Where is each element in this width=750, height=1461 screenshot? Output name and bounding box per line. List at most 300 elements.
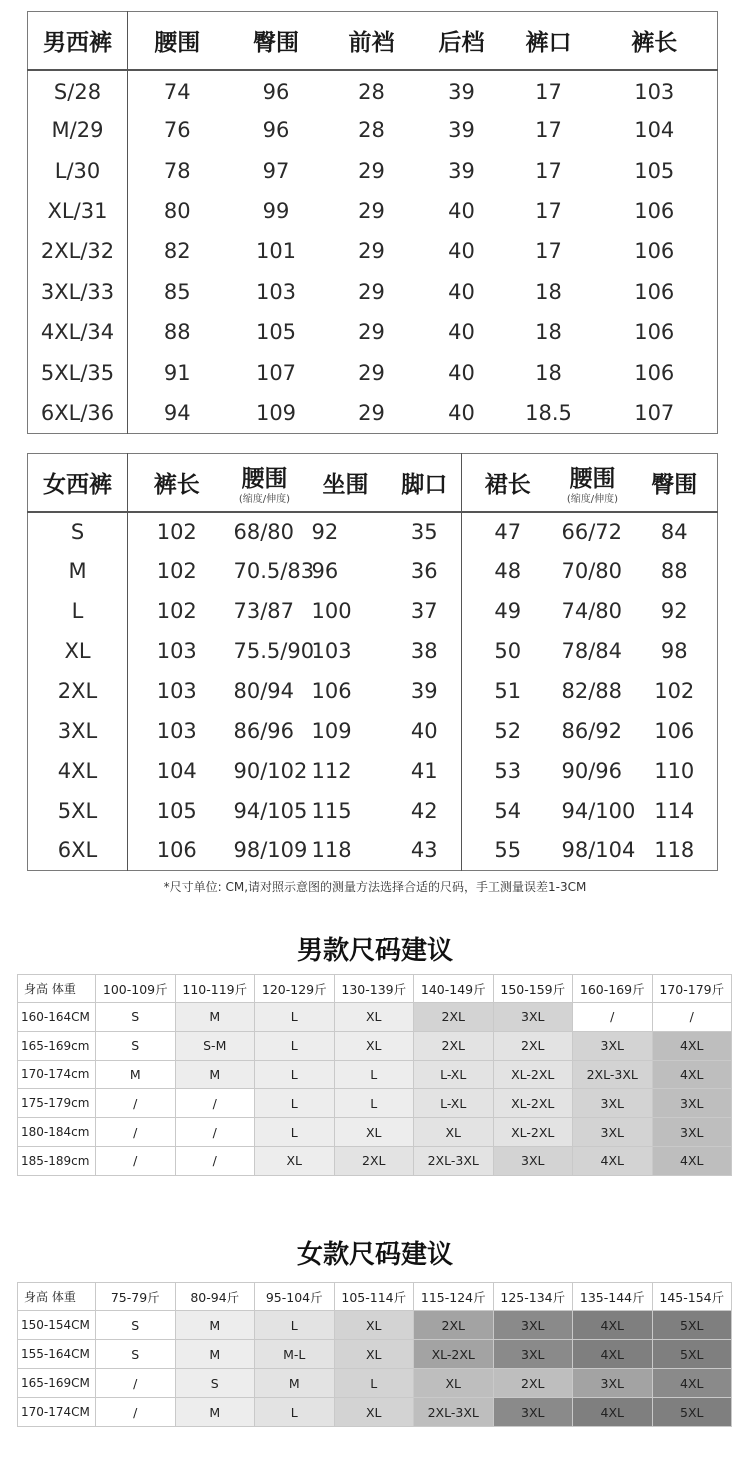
men-table-cell: 40 (448, 360, 475, 385)
size-suggestion-cell: 3XL (493, 1340, 573, 1369)
measurement-note: *尺寸单位: CM,请对照示意图的测量方法选择合适的尺码，手工测量误差1-3CM (163, 880, 587, 894)
height-range-label: 170-174CM (18, 1398, 96, 1427)
size-suggestion-cell: S (96, 1003, 176, 1032)
men-table-cell: 101 (255, 239, 297, 264)
men-table-cell: 106 (634, 320, 675, 345)
size-suggestion-cell: 2XL (414, 1031, 494, 1060)
men-size-label: 4XL/34 (28, 312, 128, 352)
size-suggestion-cell: L (255, 1118, 335, 1147)
size-suggestion-cell: M (175, 1003, 255, 1032)
size-suggestion-cell: XL-2XL (493, 1089, 573, 1118)
men-table-cell: 17 (535, 158, 562, 183)
women-table-cell: 106 (156, 838, 197, 863)
size-suggestion-cell: / (96, 1146, 176, 1175)
men-header-cell: 腰围 (128, 12, 227, 70)
women-table-cell: 106 (311, 678, 352, 703)
size-suggestion-cell: L (334, 1369, 414, 1398)
women-table-cell: 86/92 (561, 718, 623, 743)
men-size-label: 3XL/33 (28, 272, 128, 312)
grid-row (18, 1118, 732, 1147)
men-table-cell: 99 (262, 199, 290, 224)
size-suggestion-cell: 3XL (652, 1118, 732, 1147)
men-table-cell: 18 (535, 360, 562, 385)
women-table-cell: 92 (311, 519, 339, 544)
men-table-cell: 107 (255, 360, 297, 385)
women-size-label: L (28, 591, 128, 631)
size-suggestion-cell: / (96, 1118, 176, 1147)
size-suggestion-cell: M (96, 1060, 176, 1089)
women-header-label: 腰围 (241, 465, 288, 492)
grid-row (18, 1369, 732, 1398)
size-suggestion-cell: / (573, 1003, 653, 1032)
grid-row (18, 1089, 732, 1118)
women-table-cell: 102 (654, 678, 695, 703)
grid-row (18, 1146, 732, 1175)
grid-row (18, 1398, 732, 1427)
women-table-cell: 49 (494, 599, 522, 624)
size-suggestion-cell: XL (255, 1146, 335, 1175)
size-suggestion-cell: XL (414, 1118, 494, 1147)
men-table-row (28, 393, 718, 434)
weight-range-header: 135-144斤 (573, 1283, 653, 1311)
size-suggestion-cell: 3XL (493, 1146, 573, 1175)
weight-range-header: 145-154斤 (652, 1283, 732, 1311)
men-table-cell: 40 (448, 199, 475, 224)
size-suggestion-cell: / (175, 1118, 255, 1147)
men-size-label: 2XL/32 (28, 231, 128, 271)
weight-range-header: 125-134斤 (493, 1283, 573, 1311)
men-table-cell: 40 (448, 239, 475, 264)
women-size-label: XL (28, 631, 128, 671)
men-size-label: 6XL/36 (28, 393, 128, 434)
women-header-cell (554, 454, 632, 512)
size-suggestion-cell: M-L (255, 1340, 335, 1369)
size-suggestion-cell: / (175, 1146, 255, 1175)
waist-subnote: (缩度/伸度) (238, 493, 291, 505)
size-suggestion-cell: M (175, 1340, 255, 1369)
weight-range-header: 100-109斤 (96, 975, 176, 1003)
women-size-label: 3XL (28, 711, 128, 751)
grid-row (18, 1003, 732, 1032)
women-table-cell: 48 (494, 559, 522, 584)
weight-range-header: 130-139斤 (334, 975, 414, 1003)
women-header-cell: 脚口 (388, 454, 462, 512)
size-suggestion-cell: XL (334, 1003, 414, 1032)
men-table-cell: 96 (262, 80, 290, 105)
men-table-cell: 39 (448, 80, 475, 105)
women-header-cell: 裤长 (128, 454, 226, 512)
women-table-cell: 98/109 (233, 838, 308, 863)
size-suggestion-cell: XL (334, 1118, 414, 1147)
size-suggestion-cell: 4XL (573, 1398, 653, 1427)
men-table-cell: 85 (163, 279, 191, 304)
weight-range-header: 95-104斤 (255, 1283, 335, 1311)
men-size-table (27, 11, 718, 434)
size-suggestion-cell: XL (334, 1311, 414, 1340)
women-table-cell: 84 (660, 519, 688, 544)
women-table-cell: 103 (311, 639, 352, 664)
men-table-cell: 40 (448, 279, 475, 304)
size-suggestion-cell: 5XL (652, 1340, 732, 1369)
women-table-cell: 75.5/90 (233, 639, 315, 664)
men-table-cell: 39 (448, 158, 475, 183)
size-suggestion-cell: L (255, 1060, 335, 1089)
size-suggestion-cell: / (175, 1089, 255, 1118)
weight-range-header: 80-94斤 (175, 1283, 255, 1311)
women-table-cell: 70/80 (561, 559, 623, 584)
size-suggestion-cell: L (255, 1003, 335, 1032)
men-header-cell: 男西裤 (28, 12, 128, 70)
men-size-label: L/30 (28, 150, 128, 190)
women-table-header (28, 454, 718, 512)
women-table-cell: 78/84 (561, 639, 623, 664)
size-suggestion-cell: XL (334, 1031, 414, 1060)
men-table-cell: 96 (262, 118, 290, 143)
men-table-cell: 29 (358, 279, 385, 304)
women-table-cell: 35 (388, 512, 462, 552)
men-table-row (28, 70, 718, 110)
weight-range-header: 120-129斤 (255, 975, 335, 1003)
women-table-cell: 109 (311, 718, 352, 743)
women-table-cell: 94/105 (233, 798, 308, 823)
men-table-cell: 29 (358, 199, 385, 224)
women-size-table (27, 453, 718, 871)
women-table-cell: 52 (494, 718, 522, 743)
women-size-label: M (28, 551, 128, 591)
men-table-cell: 29 (358, 320, 385, 345)
women-table-cell: 104 (156, 758, 197, 783)
women-table-cell: 41 (388, 751, 462, 791)
women-table-cell: 118 (311, 838, 352, 863)
size-suggestion-cell: XL-2XL (414, 1340, 494, 1369)
size-suggestion-cell: 4XL (573, 1311, 653, 1340)
women-table-cell: 86/96 (233, 718, 295, 743)
women-suggest-title: 女款尺码建议 (296, 1240, 453, 1270)
size-suggestion-cell: XL (414, 1369, 494, 1398)
men-table-cell: 18.5 (525, 401, 572, 425)
grid-header-row (18, 975, 732, 1003)
women-table-cell: 98/104 (561, 838, 636, 863)
size-suggestion-cell: 2XL-3XL (414, 1146, 494, 1175)
men-table-cell: 82 (163, 239, 191, 264)
women-table-cell: 37 (388, 591, 462, 631)
men-table-cell: 29 (358, 158, 385, 183)
men-header-cell: 后档 (418, 12, 506, 70)
men-table-cell: 17 (535, 118, 562, 143)
men-header-cell: 裤长 (592, 12, 718, 70)
size-suggestion-cell: 4XL (652, 1369, 732, 1398)
women-table-row (28, 711, 718, 751)
women-table-cell: 103 (156, 639, 197, 664)
size-suggestion-cell: 4XL (652, 1031, 732, 1060)
women-table-cell: 51 (494, 678, 522, 703)
women-table-cell: 54 (494, 798, 522, 823)
women-table-cell: 74/80 (561, 599, 623, 624)
grid-row (18, 1340, 732, 1369)
women-table-cell: 110 (654, 758, 695, 783)
size-suggestion-cell: / (96, 1398, 176, 1427)
women-table-cell: 103 (156, 678, 197, 703)
weight-range-header: 115-124斤 (414, 1283, 494, 1311)
men-size-label: XL/31 (28, 191, 128, 231)
size-suggestion-cell: S (96, 1340, 176, 1369)
waist-subnote: (缩度/伸度) (566, 493, 619, 505)
grid-corner-label: 身高 体重 (18, 975, 96, 1003)
size-suggestion-cell: L-XL (414, 1089, 494, 1118)
women-header-label: 腰围 (569, 465, 616, 492)
men-size-label: S/28 (28, 70, 128, 110)
size-suggestion-cell: / (96, 1089, 176, 1118)
men-table-cell: 17 (535, 80, 562, 105)
women-table-cell: 98 (660, 639, 688, 664)
women-size-label: S (28, 512, 128, 552)
size-suggestion-cell: 2XL-3XL (573, 1060, 653, 1089)
size-suggestion-cell: 2XL (493, 1369, 573, 1398)
women-table-cell: 70.5/83 (233, 559, 315, 584)
height-range-label: 165-169cm (18, 1031, 96, 1060)
women-table-cell: 102 (156, 599, 197, 624)
men-table-row (28, 272, 718, 312)
size-suggestion-cell: L (255, 1311, 335, 1340)
size-suggestion-cell: S (96, 1031, 176, 1060)
size-suggestion-cell: XL-2XL (493, 1118, 573, 1147)
women-table-cell: 90/102 (233, 758, 308, 783)
size-suggestion-cell: / (652, 1003, 732, 1032)
weight-range-header: 105-114斤 (334, 1283, 414, 1311)
men-size-suggestion-grid (17, 974, 732, 1176)
women-table-cell: 66/72 (561, 519, 623, 544)
women-table-cell: 80/94 (233, 678, 295, 703)
women-table-row (28, 751, 718, 791)
size-suggestion-cell: 5XL (652, 1398, 732, 1427)
size-suggestion-cell: XL (334, 1340, 414, 1369)
size-suggestion-cell: 4XL (652, 1146, 732, 1175)
size-suggestion-cell: 3XL (573, 1089, 653, 1118)
men-table-cell: 94 (163, 401, 191, 425)
men-table-cell: 106 (634, 239, 675, 264)
women-table-cell: 96 (311, 559, 339, 584)
height-range-label: 155-164CM (18, 1340, 96, 1369)
size-suggestion-cell: L (334, 1060, 414, 1089)
size-suggestion-cell: 3XL (573, 1031, 653, 1060)
height-range-label: 165-169CM (18, 1369, 96, 1398)
men-size-label: 5XL/35 (28, 353, 128, 393)
men-header-cell: 裤口 (506, 12, 592, 70)
men-table-cell: 103 (634, 80, 675, 105)
women-table-cell: 102 (156, 519, 197, 544)
women-table-cell: 94/100 (561, 798, 636, 823)
size-suggestion-cell: L (334, 1089, 414, 1118)
height-range-label: 175-179cm (18, 1089, 96, 1118)
weight-range-header: 170-179斤 (652, 975, 732, 1003)
weight-range-header: 140-149斤 (414, 975, 494, 1003)
grid-row (18, 1031, 732, 1060)
size-suggestion-cell: / (96, 1369, 176, 1398)
size-suggestion-cell: L (255, 1398, 335, 1427)
size-suggestion-cell: 3XL (493, 1003, 573, 1032)
men-table-cell: 28 (358, 80, 385, 105)
men-table-row (28, 191, 718, 231)
women-table-cell: 112 (311, 758, 352, 783)
women-header-cell: 臀围 (632, 454, 718, 512)
men-table-row (28, 353, 718, 393)
grid-corner-label: 身高 体重 (18, 1283, 96, 1311)
women-table-cell: 68/80 (233, 519, 295, 544)
size-suggestion-cell: 4XL (652, 1060, 732, 1089)
women-table-cell: 88 (660, 559, 688, 584)
women-size-label: 4XL (28, 751, 128, 791)
men-table-cell: 29 (358, 401, 385, 425)
grid-row (18, 1060, 732, 1089)
weight-range-header: 160-169斤 (573, 975, 653, 1003)
women-table-cell: 53 (494, 758, 522, 783)
women-table-cell: 36 (388, 551, 462, 591)
men-table-cell: 97 (262, 158, 290, 183)
men-table-cell: 18 (535, 320, 562, 345)
women-size-label: 6XL (28, 831, 128, 871)
men-table-cell: 74 (163, 80, 191, 105)
women-table-row (28, 671, 718, 711)
men-suggest-title: 男款尺码建议 (296, 936, 453, 966)
women-table-cell: 114 (654, 798, 695, 823)
men-size-label: M/29 (28, 110, 128, 150)
women-table-cell: 115 (311, 798, 352, 823)
women-table-cell: 105 (156, 798, 197, 823)
women-size-suggestion-grid (17, 1282, 732, 1427)
men-table-row (28, 312, 718, 352)
women-table-cell: 50 (494, 639, 522, 664)
women-header-cell: 坐围 (304, 454, 388, 512)
size-suggestion-cell: L (255, 1089, 335, 1118)
men-table-cell: 88 (163, 320, 191, 345)
men-table-cell: 107 (634, 401, 675, 425)
women-header-cell (226, 454, 304, 512)
men-table-cell: 40 (448, 320, 475, 345)
men-table-cell: 78 (163, 158, 191, 183)
size-suggestion-cell: M (255, 1369, 335, 1398)
men-table-row (28, 150, 718, 190)
size-suggestion-cell: 2XL (334, 1146, 414, 1175)
men-table-cell: 39 (448, 118, 475, 143)
men-table-cell: 40 (448, 401, 475, 425)
size-suggestion-cell: S (96, 1311, 176, 1340)
women-table-cell: 100 (311, 599, 352, 624)
size-suggestion-cell: 4XL (573, 1340, 653, 1369)
size-suggestion-cell: 3XL (652, 1089, 732, 1118)
height-range-label: 170-174cm (18, 1060, 96, 1089)
size-suggestion-cell: 2XL-3XL (414, 1398, 494, 1427)
size-suggestion-cell: S (175, 1369, 255, 1398)
height-range-label: 150-154CM (18, 1311, 96, 1340)
women-table-cell: 40 (388, 711, 462, 751)
size-suggestion-cell: 4XL (573, 1146, 653, 1175)
size-suggestion-cell: XL-2XL (493, 1060, 573, 1089)
men-table-header (28, 12, 718, 70)
weight-range-header: 110-119斤 (175, 975, 255, 1003)
women-size-label: 2XL (28, 671, 128, 711)
men-table-cell: 105 (255, 320, 297, 345)
men-table-cell: 104 (634, 118, 675, 143)
men-header-cell: 前裆 (326, 12, 418, 70)
women-table-cell: 73/87 (233, 599, 295, 624)
size-suggestion-cell: M (175, 1398, 255, 1427)
men-table-cell: 17 (535, 199, 562, 224)
women-table-cell: 106 (654, 718, 695, 743)
size-suggestion-cell: 2XL (493, 1031, 573, 1060)
women-table-row (28, 831, 718, 871)
height-range-label: 160-164CM (18, 1003, 96, 1032)
grid-row (18, 1311, 732, 1340)
women-table-row (28, 551, 718, 591)
height-range-label: 180-184cm (18, 1118, 96, 1147)
men-table-cell: 76 (163, 118, 191, 143)
women-table-cell: 102 (156, 559, 197, 584)
men-table-cell: 103 (255, 279, 297, 304)
height-range-label: 185-189cm (18, 1146, 96, 1175)
size-suggestion-cell: XL (334, 1398, 414, 1427)
women-table-row (28, 791, 718, 831)
size-suggestion-cell: M (175, 1311, 255, 1340)
size-suggestion-cell: 2XL (414, 1311, 494, 1340)
men-table-cell: 29 (358, 239, 385, 264)
men-table-cell: 18 (535, 279, 562, 304)
men-table-row (28, 110, 718, 150)
women-table-cell: 118 (654, 838, 695, 863)
men-table-cell: 105 (634, 158, 675, 183)
size-suggestion-cell: 3XL (573, 1118, 653, 1147)
women-table-cell: 90/96 (561, 758, 623, 783)
women-table-cell: 43 (388, 831, 462, 871)
size-suggestion-cell: 3XL (573, 1369, 653, 1398)
women-table-cell: 38 (388, 631, 462, 671)
men-table-cell: 106 (634, 279, 675, 304)
men-table-cell: 29 (358, 360, 385, 385)
women-header-cell: 裙长 (462, 454, 554, 512)
women-table-cell: 55 (494, 838, 522, 863)
men-header-cell: 臀围 (227, 12, 326, 70)
men-table-cell: 28 (358, 118, 385, 143)
grid-header-row (18, 1283, 732, 1311)
women-size-label: 5XL (28, 791, 128, 831)
women-header-cell: 女西裤 (28, 454, 128, 512)
women-table-cell: 47 (494, 519, 522, 544)
size-suggestion-cell: 3XL (493, 1311, 573, 1340)
men-table-cell: 80 (163, 199, 191, 224)
size-suggestion-cell: M (175, 1060, 255, 1089)
size-suggestion-cell: 3XL (493, 1398, 573, 1427)
women-table-cell: 39 (388, 671, 462, 711)
size-suggestion-cell: 2XL (414, 1003, 494, 1032)
men-table-cell: 91 (163, 360, 191, 385)
size-suggestion-cell: 5XL (652, 1311, 732, 1340)
size-suggestion-cell: S-M (175, 1031, 255, 1060)
weight-range-header: 150-159斤 (493, 975, 573, 1003)
men-table-cell: 17 (535, 239, 562, 264)
size-suggestion-cell: L (255, 1031, 335, 1060)
women-table-cell: 82/88 (561, 678, 623, 703)
men-table-cell: 106 (634, 360, 675, 385)
women-table-row (28, 631, 718, 671)
women-table-row (28, 591, 718, 631)
men-table-row (28, 231, 718, 271)
men-table-cell: 106 (634, 199, 675, 224)
size-suggestion-cell: L-XL (414, 1060, 494, 1089)
women-table-cell: 42 (388, 791, 462, 831)
women-table-cell: 92 (660, 599, 688, 624)
men-table-cell: 109 (255, 401, 297, 425)
women-table-row (28, 512, 718, 552)
weight-range-header: 75-79斤 (96, 1283, 176, 1311)
